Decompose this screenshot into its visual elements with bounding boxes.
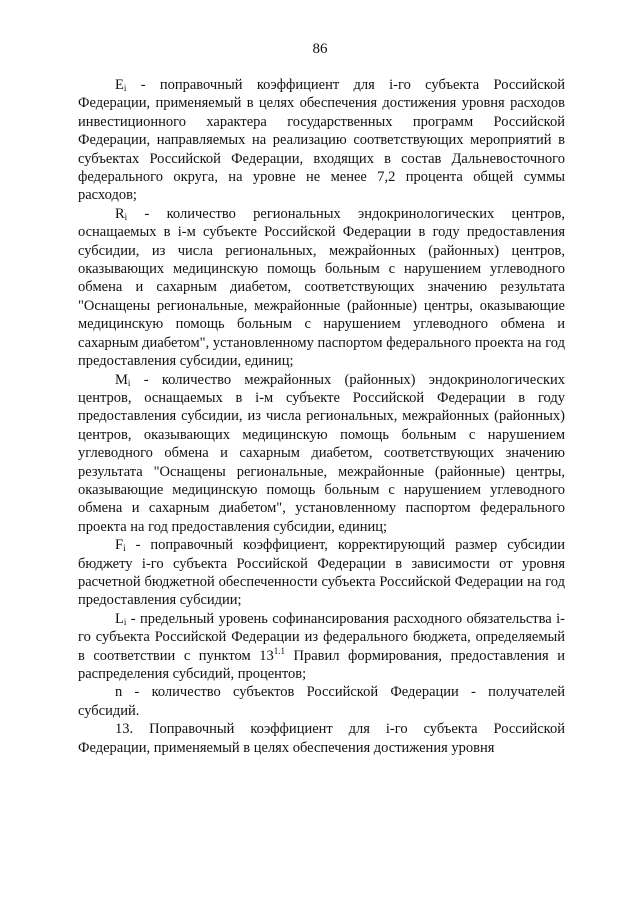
definition-e-coefficient bbox=[78, 76, 565, 205]
symbol-subscript: i bbox=[127, 377, 131, 388]
symbol: M bbox=[115, 371, 128, 388]
clause-text: 13. Поправочный коэффициент для i-го субъекта Российской Федерации, применяемый в целях обеспечения достижения уровня bbox=[78, 721, 565, 756]
definition-text: - количество региональных эндокринологических центров, оснащаемых в i-м субъекте Российской Федерации в году предоставления субсидии, из числа региональных, межрайонных (районных) центров, оказывающих медицинскую помощь больным с нарушением углеводного обмена и сахарным диабетом, соответствующих значению результата "Оснащены региональные, межрайонные (районные) центры, оказывающие медицинскую помощь больным с нарушением углеводного обмена и сахарным диабетом", установленному паспортом федерального проекта на год предоставления субсидии, единиц; bbox=[78, 205, 565, 370]
definition-f-coefficient bbox=[78, 536, 565, 610]
definition-l-level bbox=[78, 610, 565, 684]
symbol: L bbox=[115, 610, 124, 627]
clause-superscript: 1.1 bbox=[273, 645, 285, 656]
definition-text: - предельный уровень софинансирования расходного обязательства i-го субъекта Российской Федерации из федерального бюджета, определяемый в соответствии с пунктом 13 bbox=[78, 610, 565, 664]
symbol-subscript: i bbox=[123, 83, 127, 93]
definition-text: - поправочный коэффициент для i-го субъекта Российской Федерации, применяемый в целях обеспечения достижения уровня расходов инвестиционного характера государственных программ Российской Федерации, направляемых на реализацию соответствующих мероприятий в субъектах Российской Федерации, входящих в состав Дальневосточного федерального округа, на уровне не менее 7,2 процента общей суммы расходов; bbox=[78, 77, 565, 204]
definition-m-centers bbox=[78, 371, 565, 537]
symbol-subscript: i bbox=[123, 616, 127, 627]
definition-text: - поправочный коэффициент, корректирующий размер субсидии бюджету i-го субъекта Российской Федерации в зависимости от уровня расчетной бюджетной обеспеченности субъекта Российской Федерации на год предоставления субсидии; bbox=[78, 537, 565, 609]
definition-n-count bbox=[78, 683, 565, 720]
document-body bbox=[78, 76, 565, 757]
symbol-subscript: i bbox=[123, 543, 126, 554]
symbol: R bbox=[115, 205, 125, 222]
page-number: 86 bbox=[312, 41, 328, 57]
definition-r-centers bbox=[78, 205, 565, 371]
definition-text: n - количество субъектов Российской Федерации - получателей субсидий. bbox=[78, 684, 565, 719]
symbol-subscript: i bbox=[124, 211, 128, 222]
symbol: E bbox=[115, 77, 124, 93]
definition-text: - количество межрайонных (районных) эндокринологических центров, оснащаемых в i-м субъекте Российской Федерации в году предоставления субсидии, из числа региональных, межрайонных (районных) центров, оказывающих медицинскую помощь больным с нарушением углеводного обмена и сахарным диабетом, соответствующих значению результата "Оснащены региональные, межрайонные (районные) центры, оказывающие медицинскую помощь больным с нарушением углеводного обмена и сахарным диабетом", установленному паспортом федерального проекта на год предоставления субсидии, единиц; bbox=[78, 371, 565, 535]
clause-13 bbox=[78, 720, 565, 757]
definition-text-continued: Правил формирования, предоставления и распределения субсидий, процентов; bbox=[78, 647, 565, 682]
symbol: F bbox=[115, 537, 124, 554]
